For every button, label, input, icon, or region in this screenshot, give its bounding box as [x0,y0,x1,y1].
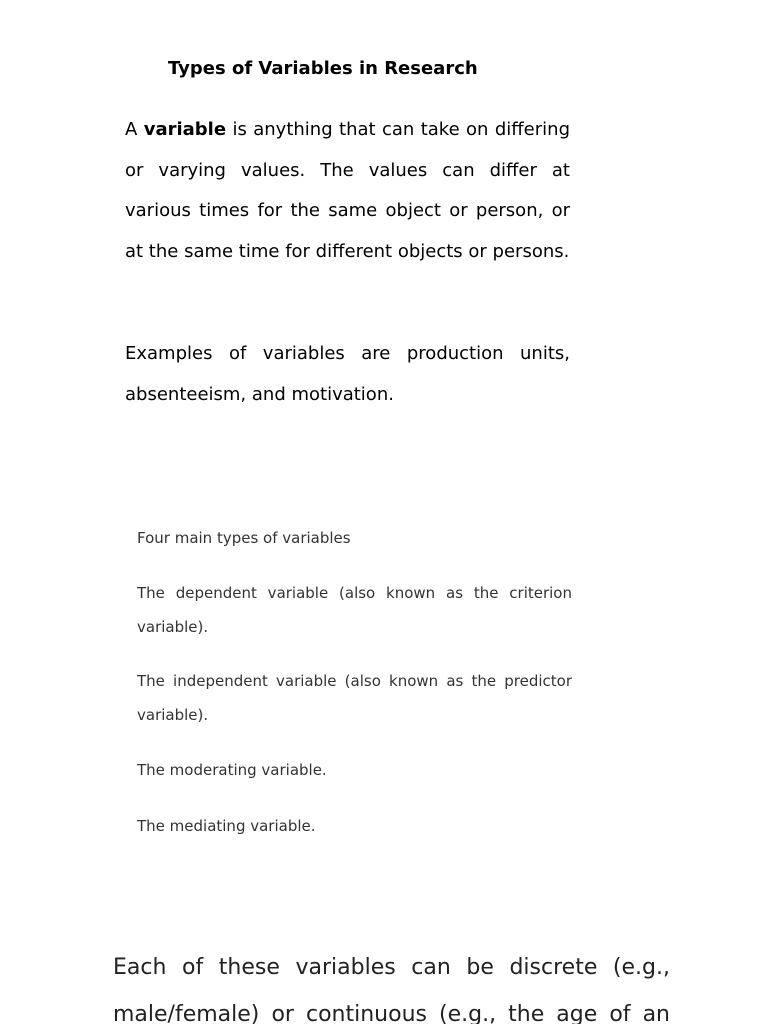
types-heading: Four main types of variables [137,529,351,547]
page-title: Types of Variables in Research [168,58,478,79]
type-item-mediating: The mediating variable. [137,817,316,835]
definition-paragraph [125,110,570,272]
type-item-moderating: The moderating variable. [137,761,327,779]
definition-term: variable [143,119,227,140]
examples-paragraph: Examples of variables are production units, absenteeism, and motivation. [125,343,570,405]
definition-prefix: A [125,119,144,140]
closing-paragraph: Each of these variables can be discrete (e.g., male/female) or continuous (e.g., the age of an [113,955,670,1024]
type-item-dependent: The dependent variable (also known as the criterion variable). [137,584,572,636]
type-item-independent: The independent variable (also known as the predictor variable). [137,672,572,724]
definition-body: is anything that can take on differing or varying values. The values can differ at various times for the same object or person, or at the same time for different objects or persons. [125,119,570,262]
